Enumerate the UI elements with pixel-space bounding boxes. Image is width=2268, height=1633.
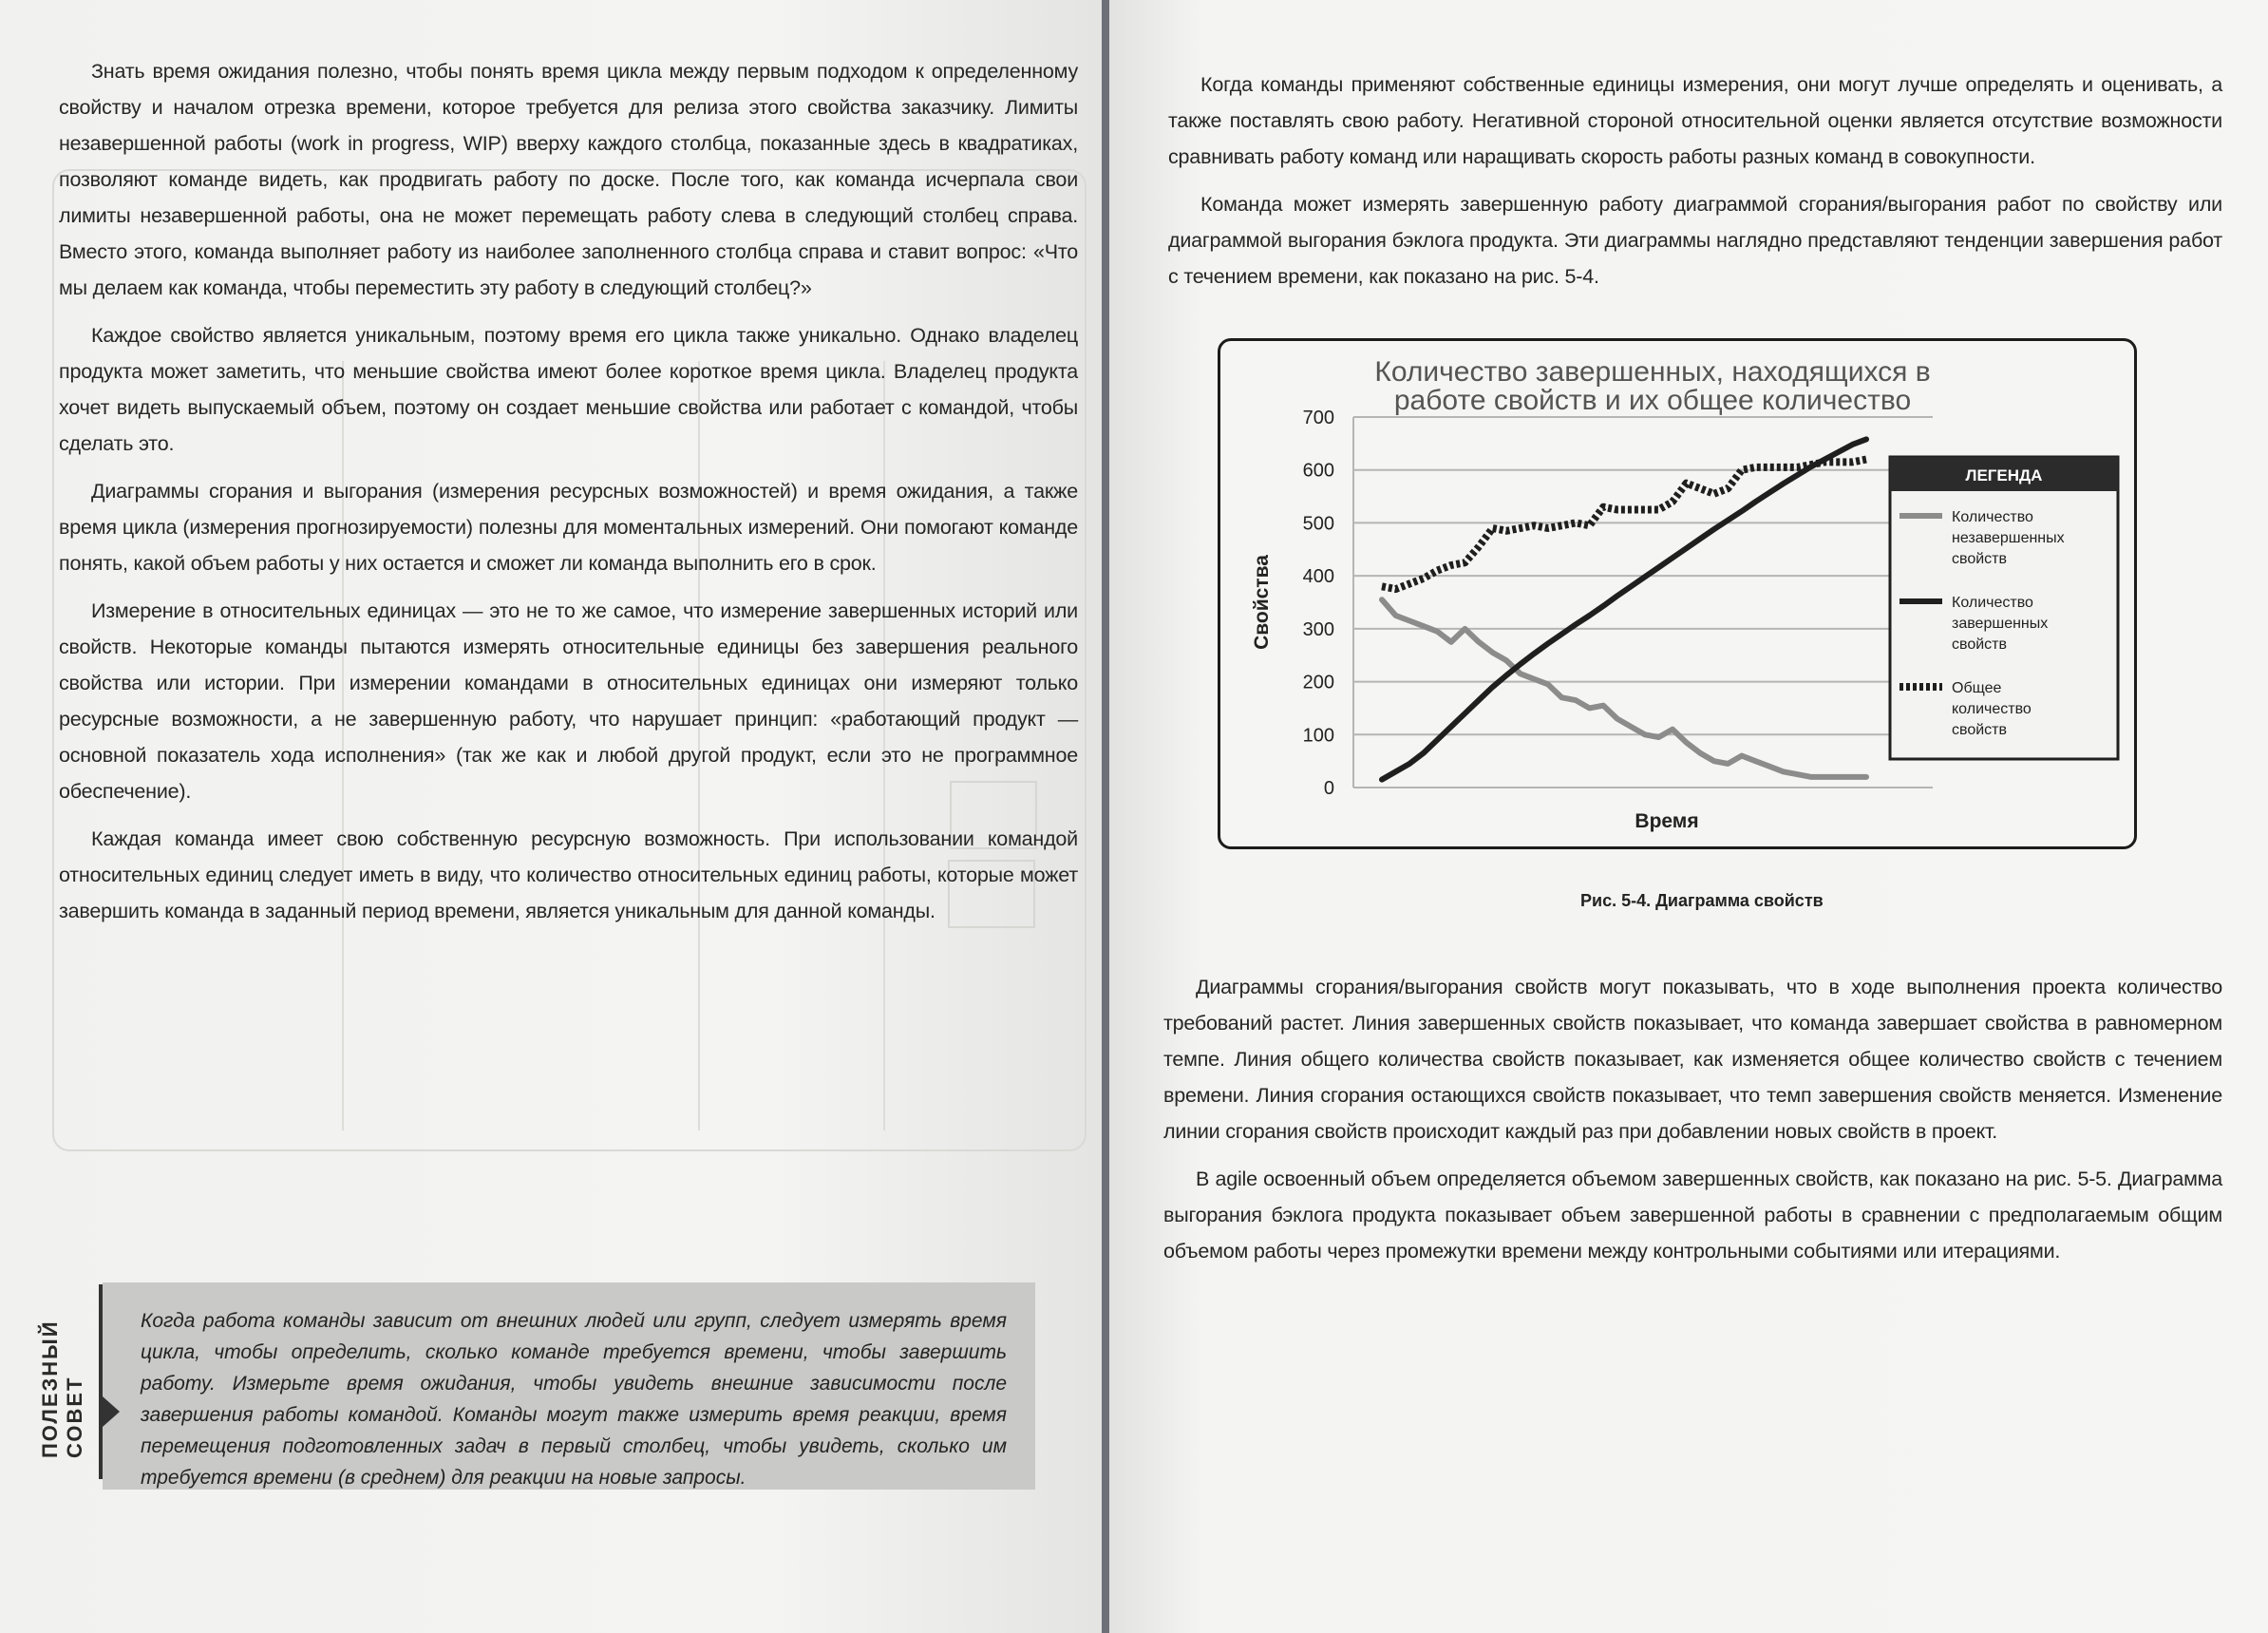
paragraph: Каждое свойство является уникальным, поэтому время его цикла также уникально. Однако владелец продукта может заметить, что меньшие свойства имеют более короткое время цикла. Владелец продукта хочет видеть выпускаемый объем, поэтому он создает меньшие свойства или работает с командой, чтобы сделать это. [59, 324, 1078, 455]
y-tick-label: 600 [1302, 460, 1334, 482]
y-tick-label: 100 [1302, 725, 1334, 747]
tip-arrow-icon [103, 1396, 120, 1427]
tip-side-label: ПОЛЕЗНЫЙ СОВЕТ [38, 1320, 86, 1458]
paragraph: Команда может измерять завершенную работу диаграммой сгорания/выгорания работ по свойству или диаграммой выгорания бэклога продукта. Эти диаграммы наглядно представляют тенденции завершения работ с течением времени, как показано на рис. 5-4. [1168, 193, 2222, 288]
chart-title-line: работе свойств и их общее количество [1393, 385, 1912, 416]
right-body-text-top [1168, 66, 2222, 306]
paragraph: Знать время ожидания полезно, чтобы понять время цикла между первым подходом к определенному свойству и началом отрезка времени, которое требуется для релиза этого свойства заказчику. Лимиты незавершенной работы (work in progress, WIP) вверху каждого столбца, показанные здесь в квадратиках, позволяют команде видеть, как продвигать работу по доске. После того, как команда исчерпала свои лимиты незавершенной работы, она не может перемещать работу слева в следующий столбец справа. Вместо этого, команда выполняет работу из наиболее заполненного столбца справа и ставит вопрос: «Что мы делаем как команда, чтобы переместить эту работу в следующий столбец?» [59, 60, 1078, 299]
legend-label: количество [1952, 701, 2032, 717]
y-tick-label: 0 [1323, 778, 1334, 799]
right-body-text-bottom [1163, 969, 2222, 1281]
figure-caption: Рис. 5-4. Диаграмма свойств [1580, 891, 1824, 910]
x-axis-label: Время [1635, 810, 1699, 832]
legend-label: незавершенных [1952, 530, 2065, 546]
legend-label: Количество [1952, 595, 2033, 611]
legend-label: Общее [1952, 680, 2002, 696]
left-body-text [59, 53, 1078, 940]
tip-box [103, 1282, 1035, 1490]
paragraph: Диаграммы сгорания/выгорания свойств могут показывать, что в ходе выполнения проекта количество требований растет. Линия завершенных свойств показывает, что команда завершает свойства в равномерном темпе. Линия общего количества свойств показывает, как изменяется общее количество свойств с течением времени. Линия сгорания остающихся свойств показывает, что темп завершения свойств меняется. Изменение линии сгорания свойств происходит каждый раз при добавлении новых свойств в проект. [1163, 976, 2222, 1143]
paragraph: Измерение в относительных единицах — это не то же самое, что измерение завершенных историй или свойств. Некоторые команды пытаются измерять относительные единицы без завершения реального свойства или истории. При измерении командами в относительных единицах они измеряют только ресурсные возможности, а не завершенную работу, что нарушает принцип: «работающий продукт — основной показатель хода исполнения» (так же как и любой другой продукт, если это не программное обеспечение). [59, 599, 1078, 803]
legend-label: свойств [1952, 551, 2007, 567]
y-axis-label: Свойства [1251, 555, 1273, 650]
legend-label: Количество [1952, 509, 2033, 525]
series-remaining-line [1382, 599, 1866, 777]
chart-title-line: Количество завершенных, находящихся в [1374, 356, 1931, 388]
series-completed-line [1382, 439, 1866, 779]
legend-label: свойств [1952, 636, 2007, 653]
y-tick-label: 200 [1302, 672, 1334, 693]
paragraph: Диаграммы сгорания и выгорания (измерения ресурсных возможностей) и время ожидания, а также время цикла (измерения прогнозируемости) полезны для моментальных измерений. Они помогают команде понять, какой объем работы у них остается и сможет ли команда выполнить его в срок. [59, 480, 1078, 575]
feature-burnup-chart [1220, 341, 2134, 846]
chart-frame [1218, 338, 2137, 849]
y-tick-label: 700 [1302, 408, 1334, 428]
left-page [0, 0, 1102, 1633]
legend-label: свойств [1952, 722, 2007, 738]
y-tick-label: 400 [1302, 566, 1334, 588]
paragraph: Когда команды применяют собственные единицы измерения, они могут лучше определять и оценивать, а также поставлять свою работу. Негативной стороной относительной оценки является отсутствие возможности сравнивать работу команд или наращивать скорость работы разных команд в совокупности. [1168, 73, 2222, 168]
legend-label: завершенных [1952, 616, 2049, 632]
y-tick-label: 300 [1302, 618, 1334, 640]
y-tick-label: 500 [1302, 513, 1334, 535]
legend-title: ЛЕГЕНДА [1965, 466, 2043, 484]
paragraph: Каждая команда имеет свою собственную ресурсную возможность. При использовании командой относительных единиц следует иметь в виду, что количество относительных единиц работы, которые может завершить команда в заданный период времени, является уникальным для данной команды. [59, 827, 1078, 922]
book-gutter [1102, 0, 1109, 1633]
tip-text: Когда работа команды зависит от внешних людей или групп, следует измерять время цикла, чтобы определить, сколько команде требуется времени, чтобы завершить работу. Измерьте время ожидания, чтобы увидеть внешние зависимости после завершения работы командой. Команды могут также измерить время реакции, время перемещения подготовленных задач в первый столбец, чтобы увидеть, сколько им требуется времени (в среднем) для реакции на новые запросы. [141, 1310, 1007, 1489]
paragraph: В agile освоенный объем определяется объемом завершенных свойств, как показано на рис. 5-5. Диаграмма выгорания бэклога продукта показывает объем завершенной работы в сравнении с предполагаемым общим объемом работы через промежутки времени между контрольными событиями или итерациями. [1163, 1168, 2222, 1263]
